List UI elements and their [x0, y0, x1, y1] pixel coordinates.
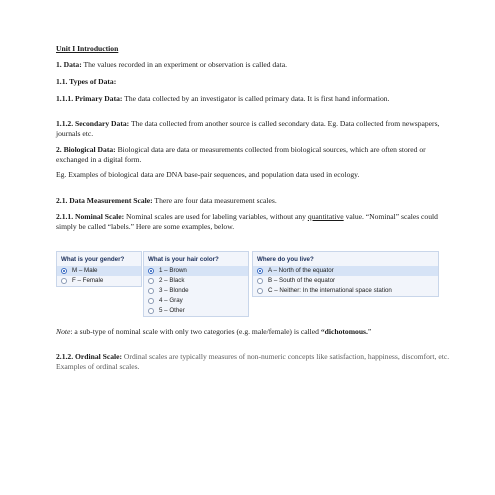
measurement-scale-paragraph: 2.1. Data Measurement Scale: There are four data measurement scales. [56, 196, 277, 205]
gender-option-female[interactable]: F – Female [57, 276, 141, 286]
hair-option-other[interactable]: 5 – Other [144, 306, 248, 316]
biological-data-paragraph: 2. Biological Data: Biological data are data or measurements collected from biological sources, which are often stored or exchanged in a digital form. [56, 145, 426, 164]
radio-icon[interactable] [257, 288, 263, 294]
radio-icon[interactable] [148, 278, 154, 284]
types-of-data-heading: 1.1. Types of Data: [56, 77, 117, 86]
quantitative-link[interactable]: quantitative [307, 212, 344, 221]
gender-survey-title: What is your gender? [61, 256, 125, 263]
biological-data-examples: Eg. Examples of biological data are DNA base-pair sequences, and population data used in ecology. [56, 170, 360, 179]
radio-icon[interactable] [148, 308, 154, 314]
gender-option-male[interactable]: M – Male [57, 266, 141, 276]
nominal-scale-paragraph: 2.1.1. Nominal Scale: Nominal scales are used for labeling variables, without any quantitative value. “Nominal” scales could simply be called “labels.” Here are some examples, below. [56, 212, 438, 231]
hair-option-black[interactable]: 2 – Black [144, 276, 248, 286]
radio-icon[interactable] [257, 278, 263, 284]
primary-data-paragraph: 1.1.1. Primary Data: The data collected by an investigator is called primary data. It is first hand information. [56, 94, 390, 103]
radio-icon[interactable] [148, 298, 154, 304]
radio-selected-icon[interactable] [148, 268, 154, 274]
location-option-neither[interactable]: C – Neither: In the international space station [253, 286, 438, 296]
radio-selected-icon[interactable] [257, 268, 263, 274]
hair-color-survey-panel [143, 251, 249, 317]
hair-color-survey-title: What is your hair color? [148, 256, 219, 263]
radio-selected-icon[interactable] [61, 268, 67, 274]
location-option-north[interactable]: A – North of the equator [253, 266, 438, 276]
location-survey-title: Where do you live? [257, 256, 314, 263]
hair-option-gray[interactable]: 4 – Gray [144, 296, 248, 306]
data-definition: 1. Data: The values recorded in an experiment or observation is called data. [56, 60, 287, 69]
location-survey-panel [252, 251, 439, 297]
radio-icon[interactable] [148, 288, 154, 294]
unit-heading: Unit I Introduction [56, 44, 119, 53]
hair-option-blonde[interactable]: 3 – Blonde [144, 286, 248, 296]
ordinal-scale-paragraph: 2.1.2. Ordinal Scale: Ordinal scales are typically measures of non-numeric concepts like satisfaction, happiness, discomfort, etc. Examples of ordinal scales. [56, 352, 450, 371]
radio-icon[interactable] [61, 278, 67, 284]
dichotomous-note: Note: a sub-type of nominal scale with only two categories (e.g. male/female) is called “dichotomous.” [56, 327, 372, 336]
secondary-data-paragraph: 1.1.2. Secondary Data: The data collected from another source is called secondary data. Eg. Data collected from newspapers, journals etc. [56, 119, 440, 138]
hair-option-brown[interactable]: 1 – Brown [144, 266, 248, 276]
location-option-south[interactable]: B – South of the equator [253, 276, 438, 286]
gender-survey-panel [56, 251, 142, 287]
